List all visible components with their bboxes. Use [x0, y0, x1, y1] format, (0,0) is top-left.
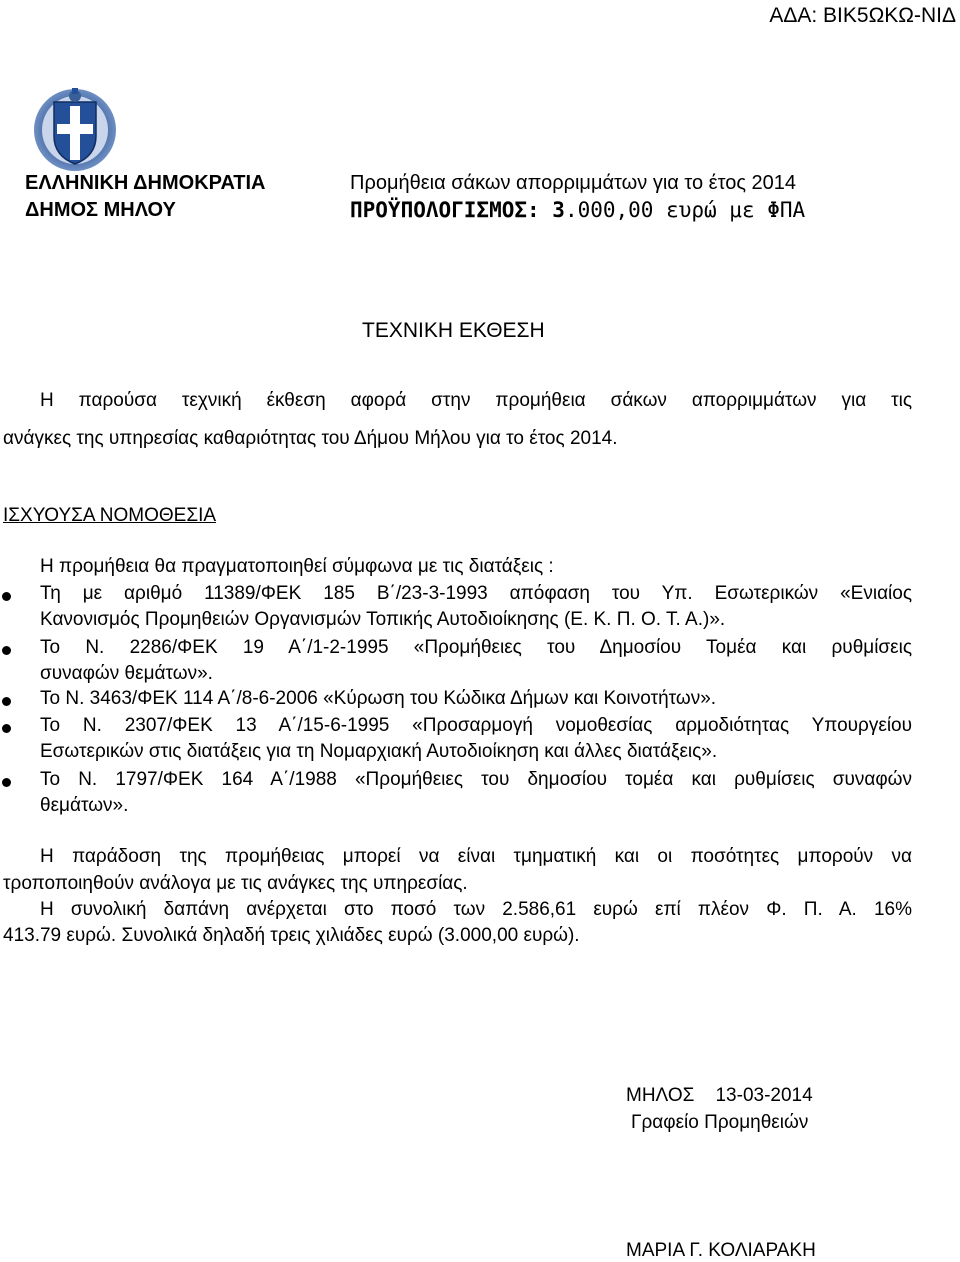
hellenic-republic-emblem [32, 84, 118, 172]
legislation-item-2-line-2: συναφών θεμάτων». [40, 663, 213, 684]
report-title: ΤΕΧΝΙΚΗ ΕΚΘΕΣΗ [362, 319, 545, 342]
legislation-item-2-line-1: Το Ν. 2286/ΦΕΚ 19 Α΄/1-2-1995 «Προμήθειες του Δημοσίου Τομέα και ρυθμίσεις [40, 637, 912, 658]
signatory-name: ΜΑΡΙΑ Γ. ΚΟΛΙΑΡΑΚΗ [626, 1240, 816, 1261]
budget-label: ΠΡΟΫΠΟΛΟΓΙΣΜΟΣ: 3 [350, 198, 565, 222]
country-name: ΕΛΛΗΝΙΚΗ ΔΗΜΟΚΡΑΤΙΑ [25, 172, 266, 194]
place-date: ΜΗΛΟΣ 13-03-2014 [626, 1085, 813, 1106]
legislation-item-5-line-1: Το Ν. 1797/ΦΕΚ 164 Α΄/1988 «Προμήθειες του δημοσίου τομέα και ρυθμίσεις συναφών [40, 769, 912, 790]
legislation-item-4-line-1: Το Ν. 2307/ΦΕΚ 13 Α΄/15-6-1995 «Προσαρμογή νομοθεσίας αρμοδιότητας Υπουργείου [40, 715, 912, 736]
delivery-line-2: τροποποιηθούν ανάλογα με τις ανάγκες της υπηρεσίας. [3, 873, 468, 894]
legislation-item-1-line-1: Τη με αριθμό 11389/ΦΕΚ 185 Β΄/23-3-1993 απόφαση του Υπ. Εσωτερικών «Ενιαίος [40, 583, 912, 604]
municipality-name: ΔΗΜΟΣ ΜΗΛΟΥ [25, 199, 176, 221]
legislation-item-3-line-1: Το Ν. 3463/ΦΕΚ 114 Α΄/8-6-2006 «Κύρωση του Κώδικα Δήμων και Κοινοτήτων». [40, 688, 717, 709]
bullet-icon [2, 646, 11, 655]
subject-line: Προμήθεια σάκων απορριμμάτων για το έτος 2014 [350, 172, 797, 194]
signatory-office: Γραφείο Προμηθειών [631, 1112, 809, 1133]
ada-code: ΑΔΑ: ΒΙΚ5ΩΚΩ-ΝΙΔ [769, 4, 956, 27]
bullet-icon [2, 592, 11, 601]
cost-line-1: Η συνολική δαπάνη ανέρχεται στο ποσό των 2.586,61 ευρώ επί πλέον Φ. Π. Α. 16% [40, 899, 912, 920]
bullet-icon [2, 778, 11, 787]
cost-line-2: 413.79 ευρώ. Συνολικά δηλαδή τρεις χιλιάδες ευρώ (3.000,00 ευρώ). [3, 925, 580, 946]
budget-value: .000,00 ευρώ με ΦΠΑ [564, 198, 806, 222]
intro-line-1: Η παρούσα τεχνική έκθεση αφορά στην προμήθεια σάκων απορριμμάτων για τις [40, 390, 912, 411]
legislation-item-4-line-2: Εσωτερικών στις διατάξεις για τη Νομαρχιακή Αυτοδιοίκηση και άλλες διατάξεις». [40, 741, 718, 762]
budget-line [350, 198, 805, 223]
intro-line-2: ανάγκες της υπηρεσίας καθαριότητας του Δήμου Μήλου για το έτος 2014. [3, 428, 618, 449]
bullet-icon [2, 724, 11, 733]
legislation-item-1-line-2: Κανονισμός Προμηθειών Οργανισμών Τοπικής Αυτοδιοίκησης (Ε. Κ. Π. Ο. Τ. Α.)». [40, 609, 726, 630]
bullet-icon [2, 697, 11, 706]
legislation-heading: ΙΣΧΥΟΥΣΑ ΝΟΜΟΘΕΣΙΑ [3, 505, 217, 526]
legislation-lead: Η προμήθεια θα πραγματοποιηθεί σύμφωνα με τις διατάξεις : [40, 556, 554, 577]
legislation-item-5-line-2: θεμάτων». [40, 795, 129, 816]
delivery-line-1: Η παράδοση της προμήθειας μπορεί να είναι τμηματική και οι ποσότητες μπορούν να [40, 846, 912, 867]
